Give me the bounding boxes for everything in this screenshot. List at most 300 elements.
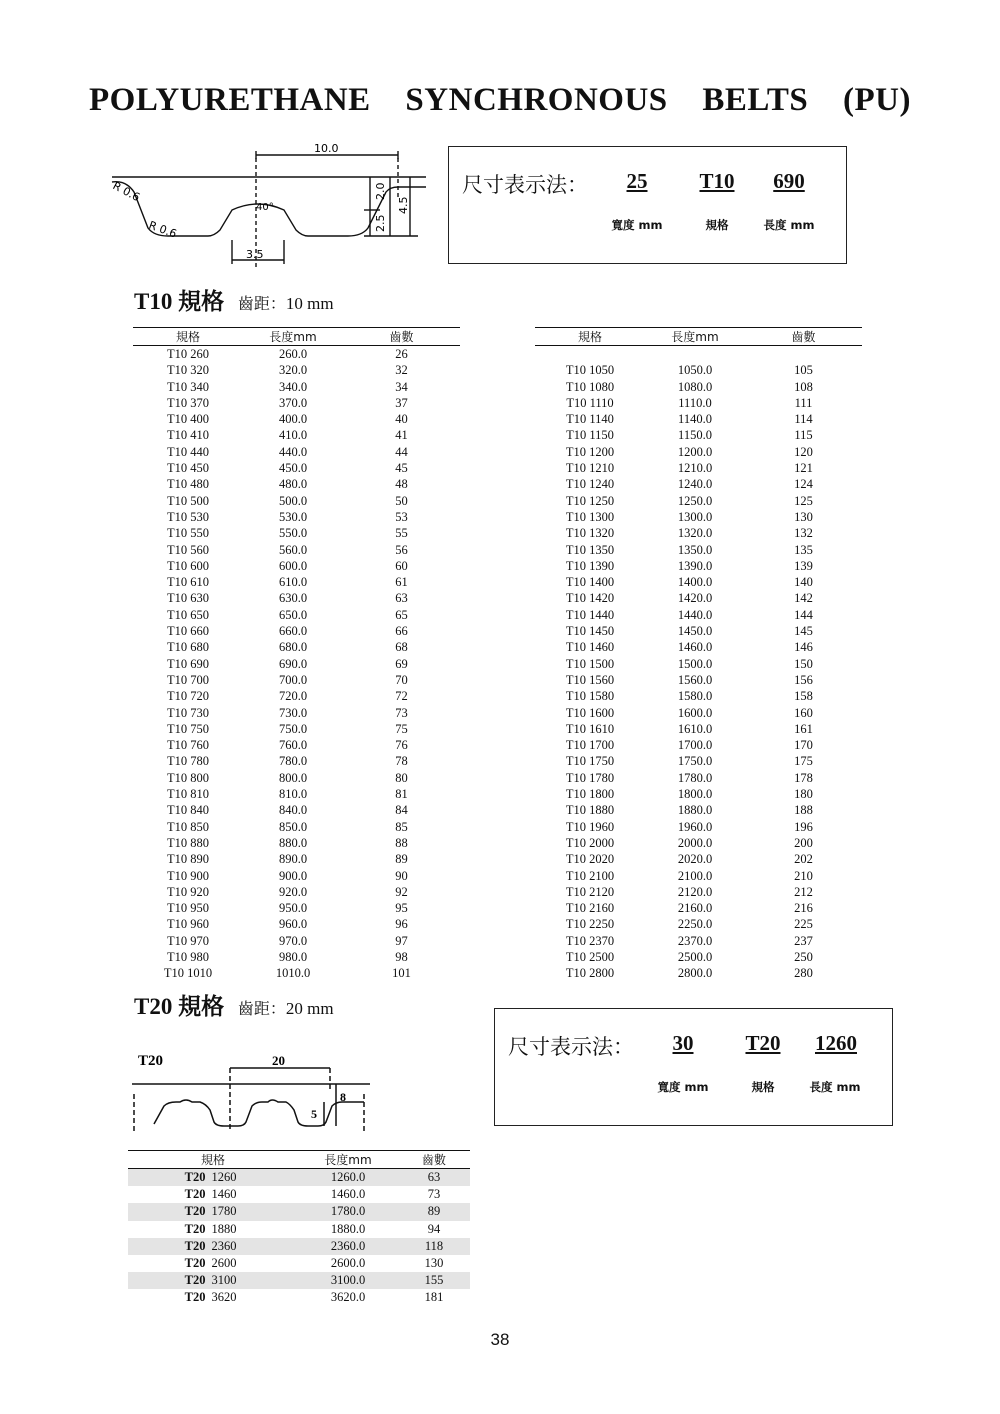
table-cell: 2120.0 [677, 884, 713, 899]
t10-pitch-label: 齒距： [237, 294, 286, 313]
table-cell: 237 [794, 933, 813, 948]
table-cell: 80 [395, 770, 408, 785]
table-cell: T10 900 [166, 868, 209, 883]
table-cell: 196 [794, 819, 813, 834]
table-cell: 2020.0 [677, 852, 713, 867]
table-cell: T10 1080 [565, 379, 615, 394]
table-cell: 146 [794, 640, 813, 655]
table-cell: T20 [128, 1238, 209, 1255]
table-cell: 1450.0 [677, 624, 713, 639]
table-cell: 1440.0 [677, 607, 713, 622]
table-row [535, 965, 862, 981]
table-row [535, 574, 862, 590]
table-row [133, 493, 460, 509]
table-row [535, 395, 862, 411]
table-cell: 2000.0 [677, 835, 713, 850]
table-row [133, 884, 460, 900]
table-cell: 1880.0 [330, 1221, 366, 1236]
table-cell: 760.0 [278, 738, 308, 753]
table-cell: 95 [395, 901, 408, 916]
table-cell: 70 [395, 672, 408, 687]
table-cell: 960.0 [278, 917, 308, 932]
table-cell: 1080.0 [677, 379, 713, 394]
table-cell: 188 [794, 803, 813, 818]
table-cell: T10 850 [166, 819, 209, 834]
table-cell: T10 2500 [565, 949, 615, 964]
table-cell: T20 [184, 1221, 206, 1236]
table-cell: T10 720 [166, 689, 209, 704]
table-cell: 660.0 [278, 624, 308, 639]
table-cell: T10 1580 [565, 689, 615, 704]
table-cell: 1460 [211, 1187, 237, 1202]
table-cell: 1880.0 [677, 803, 713, 818]
table-row [535, 607, 862, 623]
table-cell: T10 1250 [565, 493, 615, 508]
table-cell: 34 [395, 379, 408, 394]
table-cell: 1580.0 [677, 689, 713, 704]
table-cell: 105 [794, 363, 813, 378]
table-row [133, 900, 460, 916]
table-cell: 40 [395, 412, 408, 427]
table-cell: T10 400 [166, 412, 209, 427]
table-cell: 610.0 [278, 575, 308, 590]
table-cell: T10 660 [166, 624, 209, 639]
table-cell: 89 [395, 852, 408, 867]
table-cell: T10 800 [166, 770, 209, 785]
table-row [133, 476, 460, 492]
table-row [133, 851, 460, 867]
table-cell: 69 [395, 656, 408, 671]
table-cell: 101 [392, 966, 411, 981]
t20-table [128, 1150, 470, 1307]
table-cell: T20 [184, 1290, 206, 1305]
table-cell: 2370.0 [677, 933, 713, 948]
table-cell: 920.0 [278, 884, 308, 899]
t20-notation-box [494, 1008, 893, 1126]
t10-radius-top-label: R 0.6 [110, 179, 142, 205]
table-cell: T10 880 [166, 835, 209, 850]
table-cell: 1880 [211, 1221, 237, 1236]
table-cell: 200 [794, 835, 813, 850]
table-cell: 1460.0 [330, 1187, 366, 1202]
table-cell: T10 1420 [565, 591, 615, 606]
table-cell: 144 [794, 607, 813, 622]
table-cell: 1320.0 [677, 526, 713, 541]
t10-angle-label: 40° [256, 202, 274, 213]
table-row [535, 786, 862, 802]
table-cell: 78 [395, 754, 408, 769]
table-cell: 1780.0 [677, 770, 713, 785]
t10-pitch-label: 10.0 [314, 142, 339, 155]
table-row [128, 1272, 470, 1289]
table-cell: T20 [128, 1272, 209, 1289]
t10-pitch-value: 10 mm [285, 294, 334, 313]
table-cell: 135 [794, 542, 813, 557]
table-cell: 130 [794, 509, 813, 524]
table-cell: 3620 [211, 1290, 237, 1305]
table-cell: 142 [794, 591, 813, 606]
table-cell: T10 1350 [565, 542, 615, 557]
table-cell: 1420.0 [677, 591, 713, 606]
table-row [535, 460, 862, 476]
notation-spec-caption: 規格 [751, 1080, 775, 1094]
table-cell: T10 440 [166, 444, 209, 459]
table-cell: 970.0 [278, 933, 308, 948]
t10-notation-box [448, 146, 847, 264]
table-cell: 880.0 [278, 835, 308, 850]
table-cell: 1140.0 [678, 412, 712, 427]
table-cell: T10 920 [166, 884, 209, 899]
table-cell: 720.0 [278, 689, 308, 704]
table-row [133, 346, 460, 363]
table-row [535, 639, 862, 655]
table-cell [745, 346, 862, 363]
table-cell: T10 840 [166, 803, 209, 818]
table-row [133, 444, 460, 460]
table-row [133, 786, 460, 802]
table-cell: 1260.0 [298, 1169, 398, 1187]
table-cell: 96 [395, 917, 408, 932]
table-cell: 145 [794, 624, 813, 639]
t10-total-height-label: 4.5 [397, 196, 410, 214]
table-cell: 340.0 [278, 379, 308, 394]
table-cell: 280 [794, 966, 813, 981]
t20-heading-code: T20 [134, 994, 173, 1019]
table-cell: 61 [395, 575, 408, 590]
table-cell: 88 [395, 835, 408, 850]
table-row [133, 623, 460, 639]
table-cell: T10 1300 [565, 509, 615, 524]
table-cell: T10 1210 [565, 461, 615, 476]
table-cell: 260.0 [278, 347, 308, 361]
table-row [133, 427, 460, 443]
t20-pitch-value: 20 mm [285, 999, 334, 1018]
table-cell: T10 2020 [565, 852, 615, 867]
table-cell: 2600.0 [330, 1256, 366, 1271]
table-cell: 84 [395, 803, 408, 818]
notation-label: 尺寸表示法： [508, 1035, 634, 1059]
t20-profile-diagram [128, 1046, 378, 1136]
notation-label: 尺寸表示法： [462, 173, 588, 197]
table-cell: 1240.0 [677, 477, 713, 492]
table-cell: 1780 [209, 1203, 298, 1220]
table-cell: 480.0 [278, 477, 308, 492]
table-row [535, 623, 862, 639]
table-cell: T10 1450 [565, 624, 615, 639]
table-cell: 45 [395, 461, 408, 476]
notation-spec-value: T20 [745, 1031, 781, 1055]
col-header-spec: 規格 [128, 1151, 298, 1169]
table-cell: T20 [128, 1203, 209, 1220]
notation-spec-caption: 規格 [705, 218, 729, 232]
table-row [535, 802, 862, 818]
table-cell: 1260 [209, 1169, 298, 1187]
table-row [133, 721, 460, 737]
table-row [133, 835, 460, 851]
table-cell: T10 700 [166, 672, 209, 687]
table-row [133, 802, 460, 818]
table-cell: T10 410 [166, 428, 209, 443]
table-cell: 212 [794, 884, 813, 899]
table-row [133, 395, 460, 411]
table-cell: 89 [398, 1203, 470, 1220]
table-cell: T10 2250 [565, 917, 615, 932]
table-cell: 68 [395, 640, 408, 655]
table-row [535, 949, 862, 965]
table-cell: T10 1880 [565, 803, 615, 818]
table-row [133, 737, 460, 753]
table-row [133, 379, 460, 395]
table-cell: 2100.0 [677, 868, 713, 883]
table-row [535, 819, 862, 835]
notation-width-caption: 寬度 mm [657, 1080, 709, 1094]
table-cell: 950.0 [278, 901, 308, 916]
table-cell: 1300.0 [677, 509, 713, 524]
table-cell: 730.0 [278, 705, 308, 720]
table-row [128, 1289, 470, 1306]
table-row [535, 346, 862, 363]
t10-radius-bottom-label: R 0.6 [146, 218, 179, 241]
table-row [128, 1169, 470, 1187]
table-row [535, 525, 862, 541]
table-row [535, 721, 862, 737]
table-cell: 132 [794, 526, 813, 541]
table-cell: 85 [395, 819, 408, 834]
table-cell: T10 610 [166, 575, 209, 590]
table-cell: 216 [794, 901, 813, 916]
table-row [133, 574, 460, 590]
table-row [535, 558, 862, 574]
table-row [535, 444, 862, 460]
table-cell: T10 1700 [565, 738, 615, 753]
table-row [535, 509, 862, 525]
col-header-length: 長度mm [298, 1151, 398, 1169]
notation-width-caption: 寬度 mm [611, 218, 663, 232]
table-cell: 890.0 [278, 852, 308, 867]
col-header-spec: 規格 [535, 328, 645, 346]
table-cell: T10 1440 [565, 607, 615, 622]
table-cell: T20 [184, 1187, 206, 1202]
table-cell: T10 1010 [163, 966, 213, 981]
table-cell: 1350.0 [677, 542, 713, 557]
table-cell: T10 2100 [565, 868, 615, 883]
table-row [535, 884, 862, 900]
col-header-length: 長度mm [645, 328, 745, 346]
table-row [535, 900, 862, 916]
table-cell [645, 346, 745, 363]
table-cell: T10 1560 [565, 672, 615, 687]
table-cell: 130 [424, 1256, 444, 1271]
table-row [133, 542, 460, 558]
table-cell: 50 [395, 493, 408, 508]
t20-pitch-label: 齒距： [237, 999, 286, 1018]
t20-diagram-label: T20 [138, 1053, 164, 1069]
notation-length-value: 690 [773, 169, 805, 193]
col-header-spec: 規格 [133, 328, 243, 346]
table-cell: 1150.0 [678, 428, 712, 443]
table-cell: T10 780 [166, 754, 209, 769]
table-cell: 1210.0 [677, 461, 713, 476]
table-cell: 161 [794, 721, 813, 736]
t20-heading [134, 988, 334, 1021]
table-cell: T10 630 [166, 591, 209, 606]
table-cell: T20 [184, 1256, 206, 1271]
table-cell: 1700.0 [677, 738, 713, 753]
table-cell: 450.0 [278, 461, 308, 476]
table-row [535, 705, 862, 721]
table-cell: 1110.0 [678, 395, 712, 410]
notation-length-caption: 長度 mm [763, 218, 815, 232]
table-cell: T10 680 [166, 640, 209, 655]
t20-tooth-height-dim: 5 [311, 1107, 317, 1121]
table-cell: T10 530 [166, 509, 209, 524]
table-cell: 1610.0 [677, 721, 713, 736]
table-cell: T10 970 [166, 933, 209, 948]
table-cell: 370.0 [278, 395, 308, 410]
table-cell: 155 [398, 1272, 470, 1289]
table-cell: 250 [794, 949, 813, 964]
table-cell: 118 [398, 1238, 470, 1255]
table-cell: T10 320 [166, 363, 209, 378]
table-cell: 700.0 [278, 672, 308, 687]
table-row [133, 688, 460, 704]
table-cell: 63 [395, 591, 408, 606]
table-cell: T10 2370 [565, 933, 615, 948]
table-cell: 111 [794, 395, 813, 410]
table-cell: 65 [395, 607, 408, 622]
table-cell: T10 1780 [565, 770, 615, 785]
table-cell: 840.0 [278, 803, 308, 818]
table-cell: 1780.0 [298, 1203, 398, 1220]
table-cell: 320.0 [278, 363, 308, 378]
t20-total-height-dim: 8 [340, 1090, 346, 1104]
table-cell: 75 [395, 721, 408, 736]
table-row [133, 672, 460, 688]
notation-length-value: 1260 [815, 1031, 857, 1055]
table-cell [535, 346, 645, 363]
table-cell: 1200.0 [677, 444, 713, 459]
table-row [535, 753, 862, 769]
table-cell: 810.0 [278, 787, 308, 802]
table-cell: T10 450 [166, 461, 209, 476]
table-cell: T10 260 [166, 347, 209, 361]
notation-spec-value: T10 [699, 169, 735, 193]
notation-length-caption: 長度 mm [809, 1080, 861, 1094]
table-cell: T10 1320 [565, 526, 615, 541]
table-cell: 202 [794, 852, 813, 867]
table-cell: 530.0 [278, 509, 308, 524]
table-cell: 410.0 [278, 428, 308, 443]
table-cell: T20 [128, 1169, 209, 1187]
col-header-teeth: 齒數 [398, 1151, 470, 1169]
table-cell: 114 [794, 412, 813, 427]
table-row [535, 868, 862, 884]
table-cell: 1050.0 [677, 363, 713, 378]
table-cell: 41 [395, 428, 408, 443]
table-cell: 120 [794, 444, 813, 459]
table-cell: 500.0 [278, 493, 308, 508]
t10-profile-diagram [108, 140, 433, 270]
col-header-teeth: 齒數 [745, 328, 862, 346]
table-cell: 94 [427, 1221, 441, 1236]
table-cell: 170 [794, 738, 813, 753]
table-cell: 440.0 [278, 444, 308, 459]
t10-tooth-height-label: 2.0 [374, 182, 387, 200]
table-cell: 690.0 [278, 656, 308, 671]
table-cell: 210 [794, 868, 813, 883]
table-cell: 76 [395, 738, 408, 753]
table-cell: 2360.0 [298, 1238, 398, 1255]
table-cell: T10 810 [166, 787, 209, 802]
table-row [535, 542, 862, 558]
table-cell: T10 730 [166, 705, 209, 720]
table-cell: T10 1050 [565, 363, 615, 378]
table-cell: 680.0 [278, 640, 308, 655]
t10-table-right [535, 327, 862, 982]
table-cell: 48 [395, 477, 408, 492]
table-cell: 560.0 [278, 542, 308, 557]
table-row [128, 1203, 470, 1220]
table-row [133, 933, 460, 949]
table-cell: T10 1500 [565, 656, 615, 671]
table-cell: 66 [395, 624, 408, 639]
table-cell: T10 2000 [565, 835, 615, 850]
table-row [133, 770, 460, 786]
table-cell: 44 [395, 444, 408, 459]
table-cell: T10 2120 [565, 884, 615, 899]
table-row [133, 509, 460, 525]
table-cell: T10 1150 [566, 428, 614, 443]
table-cell: T10 1600 [565, 705, 615, 720]
table-cell: 63 [398, 1169, 470, 1187]
table-row [535, 411, 862, 427]
table-row [133, 965, 460, 981]
table-row [535, 493, 862, 509]
t20-heading-name: 規格 [178, 994, 225, 1020]
table-cell: 1600.0 [677, 705, 713, 720]
table-cell: 3100 [209, 1272, 298, 1289]
table-cell: 121 [794, 461, 813, 476]
t10-heading-code: T10 [134, 289, 173, 314]
table-cell: T10 340 [166, 379, 209, 394]
table-cell: T10 1400 [565, 575, 615, 590]
table-cell: 73 [395, 705, 408, 720]
table-cell: 53 [395, 509, 408, 524]
t10-heading-name: 規格 [178, 289, 225, 315]
table-cell: T10 1610 [565, 721, 615, 736]
table-cell: T10 960 [166, 917, 209, 932]
table-cell: 60 [395, 558, 408, 573]
table-cell: 1250.0 [677, 493, 713, 508]
page-number: 38 [490, 1330, 510, 1349]
table-cell: 2600 [211, 1256, 237, 1271]
table-row [128, 1221, 470, 1238]
table-cell: T10 1800 [565, 787, 615, 802]
table-cell: T10 480 [166, 477, 209, 492]
table-cell: T10 1110 [566, 395, 614, 410]
table-row [133, 460, 460, 476]
table-cell: 1800.0 [677, 787, 713, 802]
table-cell: T10 760 [166, 738, 209, 753]
table-cell: 81 [395, 787, 408, 802]
table-row [535, 427, 862, 443]
table-cell: T10 550 [166, 526, 209, 541]
t10-heading [134, 283, 334, 316]
table-cell: 550.0 [278, 526, 308, 541]
table-cell: 750.0 [278, 721, 308, 736]
table-cell: T10 2160 [565, 901, 615, 916]
table-cell: 2500.0 [677, 949, 713, 964]
